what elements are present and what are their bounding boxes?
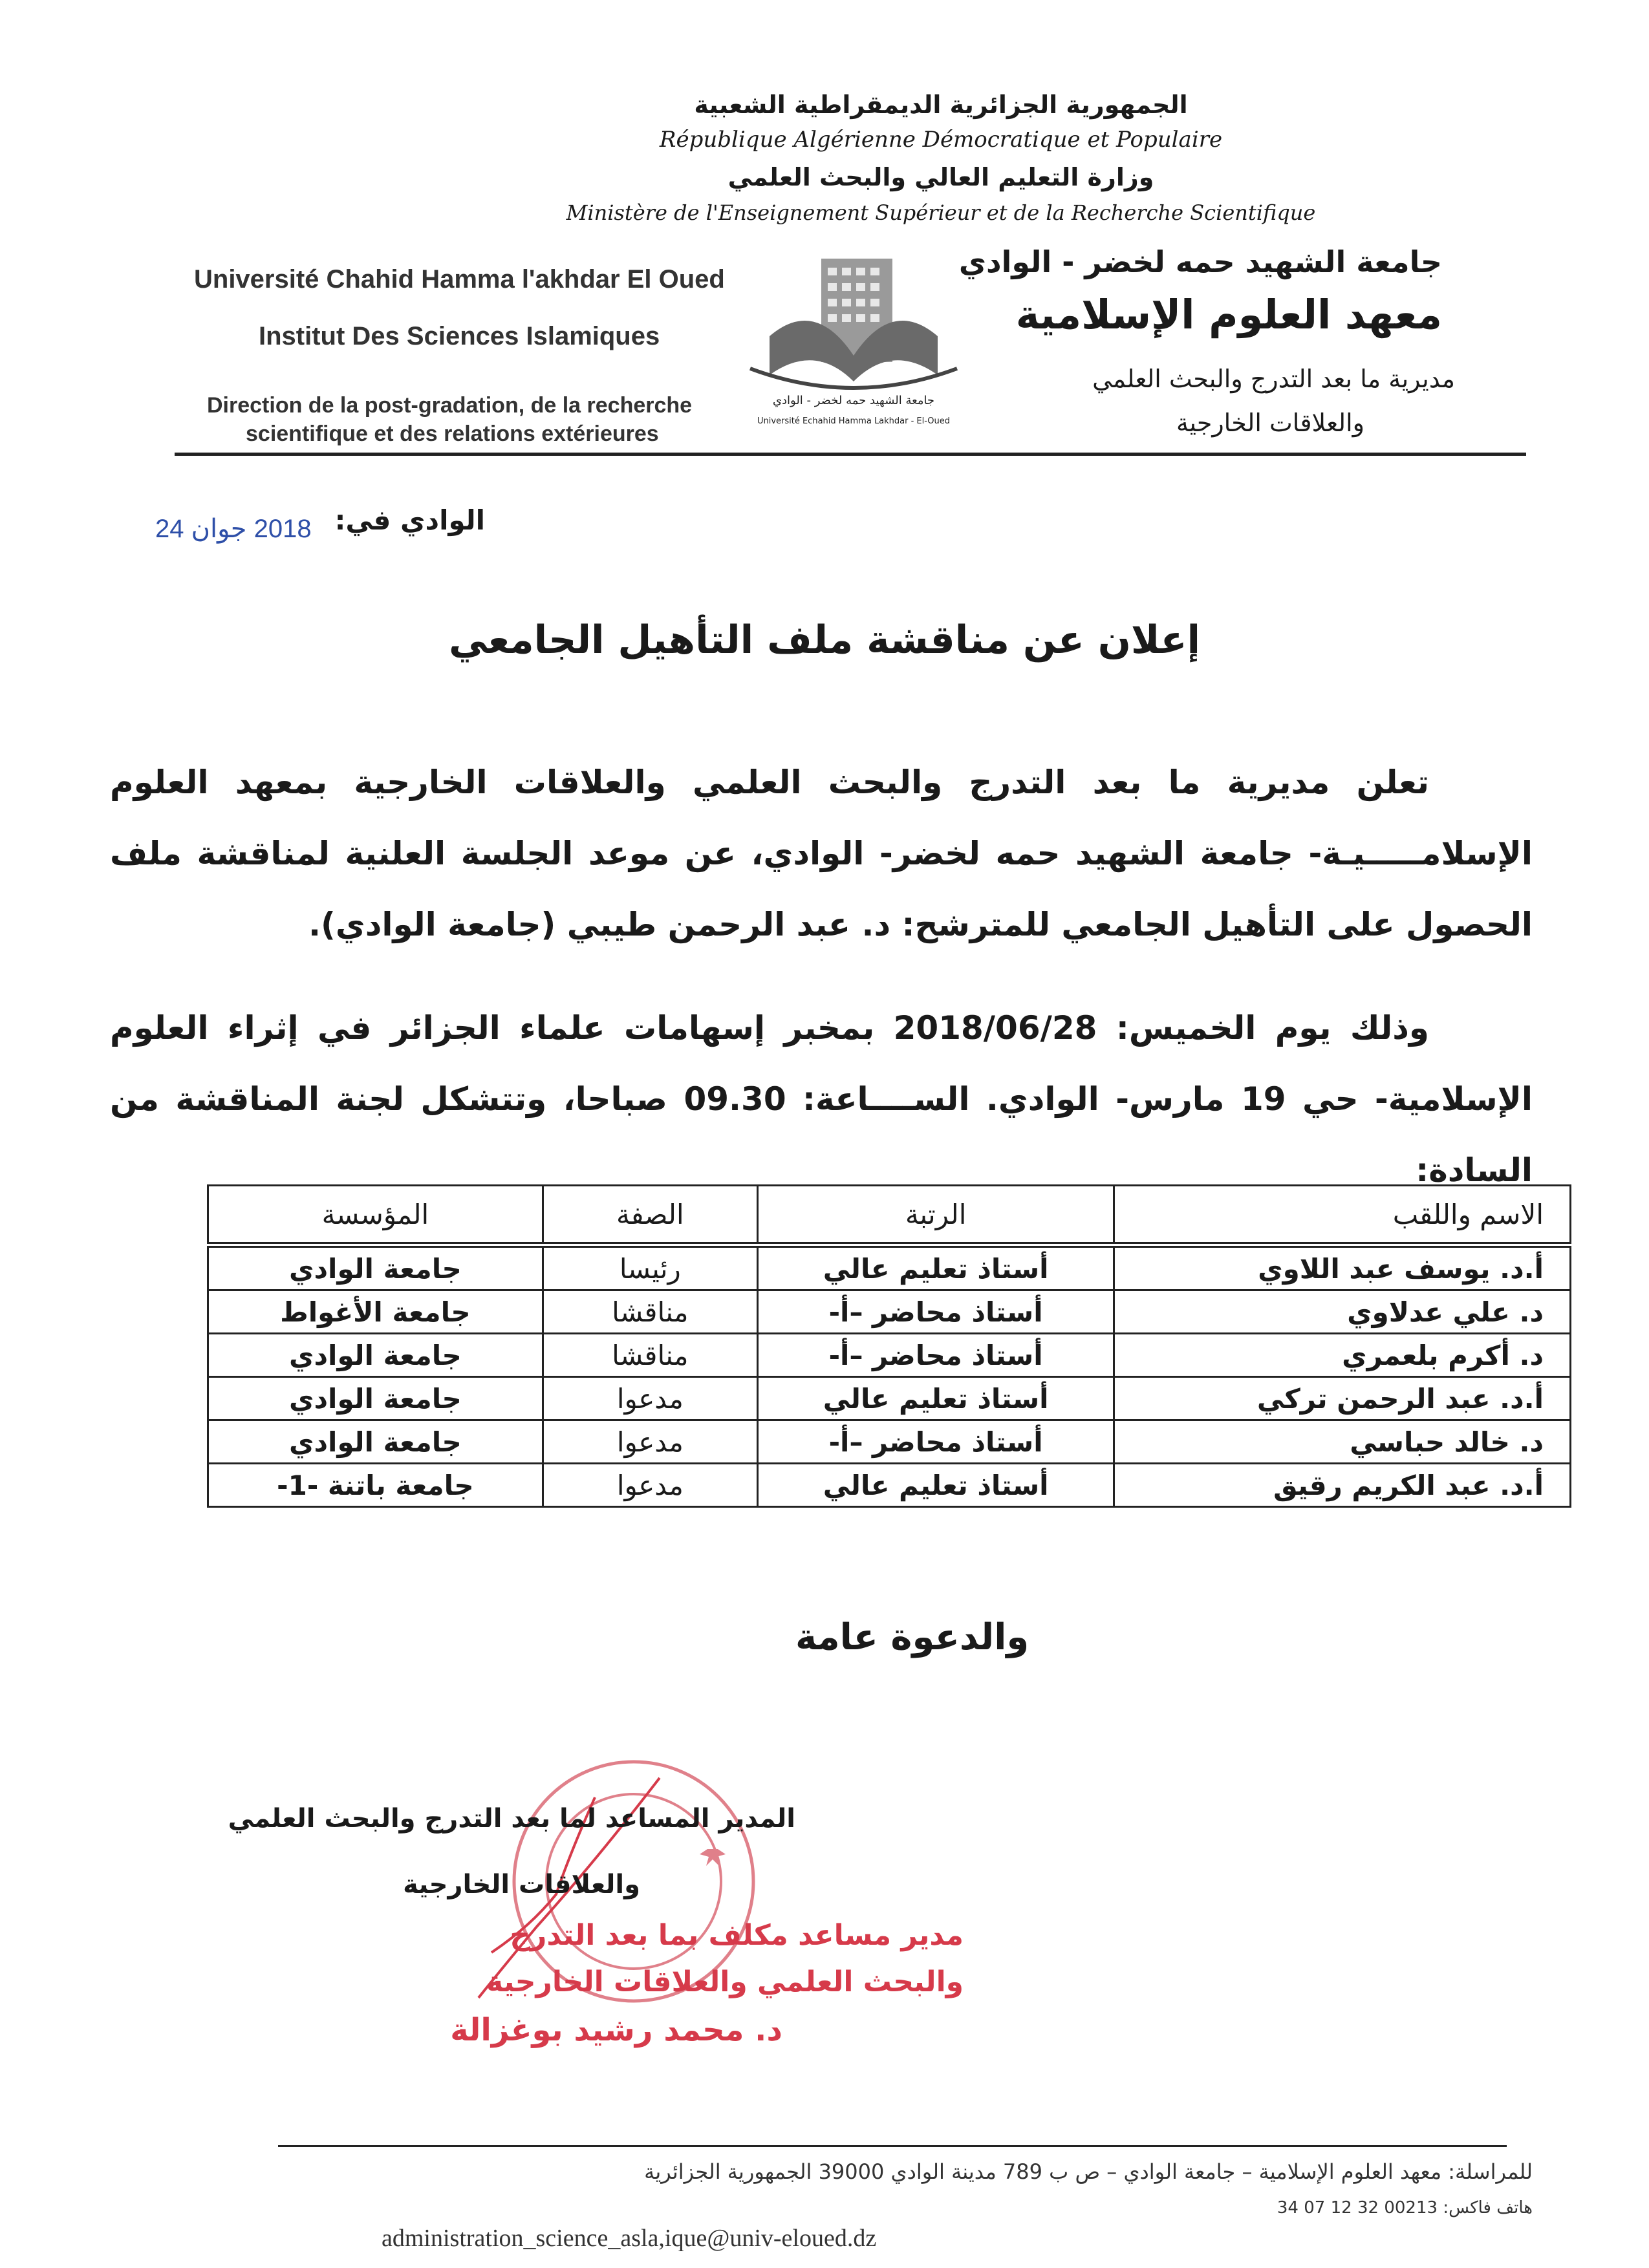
member-rank: أستاذ تعليم عالي bbox=[757, 1245, 1114, 1290]
logo-caption-arabic: جامعة الشهيد حمه لخضر - الوادي bbox=[772, 394, 935, 407]
member-role: مناقشا bbox=[543, 1334, 757, 1377]
member-institution: جامعة الوادي bbox=[208, 1245, 543, 1290]
member-role: رئيسا bbox=[543, 1245, 757, 1290]
footer-phone bbox=[1277, 2198, 1533, 2218]
member-role: مدعوا bbox=[543, 1377, 757, 1420]
member-institution: جامعة الأغواط bbox=[208, 1290, 543, 1334]
member-institution: جامعة الوادي bbox=[208, 1377, 543, 1420]
closing-invitation: والدعوة عامة bbox=[795, 1616, 1029, 1658]
table-row bbox=[208, 1334, 1571, 1377]
footer-phone-label: هاتف فاكس: bbox=[1443, 2198, 1533, 2218]
header-divider bbox=[175, 453, 1526, 456]
member-rank: أستاذ محاضر –أ- bbox=[757, 1290, 1114, 1334]
direction-arabic-line-2: والعلاقات الخارجية bbox=[1176, 409, 1364, 437]
university-name-arabic: جامعة الشهيد حمه لخضر - الوادي bbox=[958, 244, 1442, 279]
table-row bbox=[208, 1464, 1571, 1507]
date-value: 2018 جوان 24 bbox=[155, 515, 312, 543]
republic-french: République Algérienne Démocratique et Populaire bbox=[659, 127, 1223, 153]
announcement-title: إعلان عن مناقشة ملف التأهيل الجامعي bbox=[448, 617, 1201, 663]
member-role: مدعوا bbox=[543, 1464, 757, 1507]
footer-divider bbox=[278, 2145, 1507, 2147]
direction-french-line-2: scientifique et des relations extérieures bbox=[246, 422, 659, 446]
direction-french-line-1: Direction de la post-gradation, de la recherche bbox=[207, 393, 693, 418]
university-name-french: Université Chahid Hamma l'akhdar El Oued bbox=[194, 265, 725, 294]
committee-header-row bbox=[208, 1186, 1571, 1245]
announcement-paragraph-2: وذلك يوم الخميس: 2018/06/28 بمخبر إسهامات علماء الجزائر في إثراء العلوم الإسلامية- حي 19 مارس- الوادي. الســــاعة: 09.30 صباحا، وتتشكل لجنة المناقشة من السادة: bbox=[110, 1009, 1533, 1189]
signatory-title-line-2: والعلاقات الخارجية bbox=[403, 1870, 640, 1899]
member-rank: أستاذ محاضر –أ- bbox=[757, 1420, 1114, 1464]
member-institution: جامعة باتنة -1- bbox=[208, 1464, 543, 1507]
institute-name-french: Institut Des Sciences Islamiques bbox=[259, 322, 660, 350]
date-label: الوادي في: bbox=[334, 504, 485, 536]
member-institution: جامعة الوادي bbox=[208, 1420, 543, 1464]
member-name: د. علي عدلاوي bbox=[1114, 1290, 1571, 1334]
signatory-title-line-1: المدير المساعد لما بعد التدرج والبحث العلمي bbox=[228, 1804, 795, 1834]
member-role: مدعوا bbox=[543, 1420, 757, 1464]
member-name: د. خالد حباسي bbox=[1114, 1420, 1571, 1464]
member-rank: أستاذ تعليم عالي bbox=[757, 1464, 1114, 1507]
institute-name-arabic: معهد العلوم الإسلامية bbox=[1015, 291, 1442, 338]
table-row bbox=[208, 1377, 1571, 1420]
table-row bbox=[208, 1290, 1571, 1334]
member-name: أ.د. عبد الكريم رقيق bbox=[1114, 1464, 1571, 1507]
university-logo bbox=[744, 246, 964, 433]
member-role: مناقشا bbox=[543, 1290, 757, 1334]
header-name: الاسم واللقب bbox=[1114, 1186, 1571, 1245]
member-name: د. أكرم بلعمري bbox=[1114, 1334, 1571, 1377]
header-institution: المؤسسة bbox=[208, 1186, 543, 1245]
header-rank: الرتبة bbox=[757, 1186, 1114, 1245]
member-rank: أستاذ محاضر –أ- bbox=[757, 1334, 1114, 1377]
member-name: أ.د. يوسف عبد اللاوي bbox=[1114, 1245, 1571, 1290]
direction-arabic-line-1: مديرية ما بعد التدرج والبحث العلمي bbox=[1092, 365, 1455, 393]
member-name: أ.د. عبد الرحمن تركي bbox=[1114, 1377, 1571, 1420]
committee-table bbox=[207, 1184, 1571, 1508]
stamp-title-line-1: مدير مساعد مكلف بما بعد التدرج bbox=[510, 1919, 964, 1952]
footer-address: للمراسلة: معهد العلوم الإسلامية – جامعة الوادي – ص ب 789 مدينة الوادي 39000 الجمهورية الجزائرية bbox=[644, 2159, 1533, 2184]
table-row bbox=[208, 1245, 1571, 1290]
header-role: الصفة bbox=[543, 1186, 757, 1245]
table-row bbox=[208, 1420, 1571, 1464]
ministry-french: Ministère de l'Enseignement Supérieur et de la Recherche Scientifique bbox=[566, 200, 1316, 225]
logo-caption-french: Université Echahid Hamma Lakhdar - El-Oued bbox=[757, 416, 951, 426]
footer-phone-number: 00213 32 12 07 34 bbox=[1277, 2198, 1438, 2218]
footer-email[interactable]: administration_science_asla,ique@univ-eloued.dz bbox=[382, 2225, 877, 2252]
announcement-paragraph-1: تعلن مديرية ما بعد التدرج والبحث العلمي والعلاقات الخارجية بمعهد العلوم الإسلامـــــيـة- جامعة الشهيد حمه لخضر- الوادي، عن موعد الجلسة العلنية لمناقشة ملف الحصول على التأهيل الجامعي للمترشح: د. عبد الرحمن طيبي (جامعة الوادي). bbox=[110, 764, 1533, 943]
ministry-arabic: وزارة التعليم العالي والبحث العلمي bbox=[727, 163, 1154, 191]
member-institution: جامعة الوادي bbox=[208, 1334, 543, 1377]
member-rank: أستاذ تعليم عالي bbox=[757, 1377, 1114, 1420]
stamp-signatory-name: د. محمد رشيد بوغزالة bbox=[450, 2012, 782, 2048]
stamp-title-line-2: والبحث العلمي والعلاقات الخارجية bbox=[486, 1965, 964, 1998]
republic-arabic: الجمهورية الجزائرية الديمقراطية الشعبية bbox=[694, 91, 1188, 119]
